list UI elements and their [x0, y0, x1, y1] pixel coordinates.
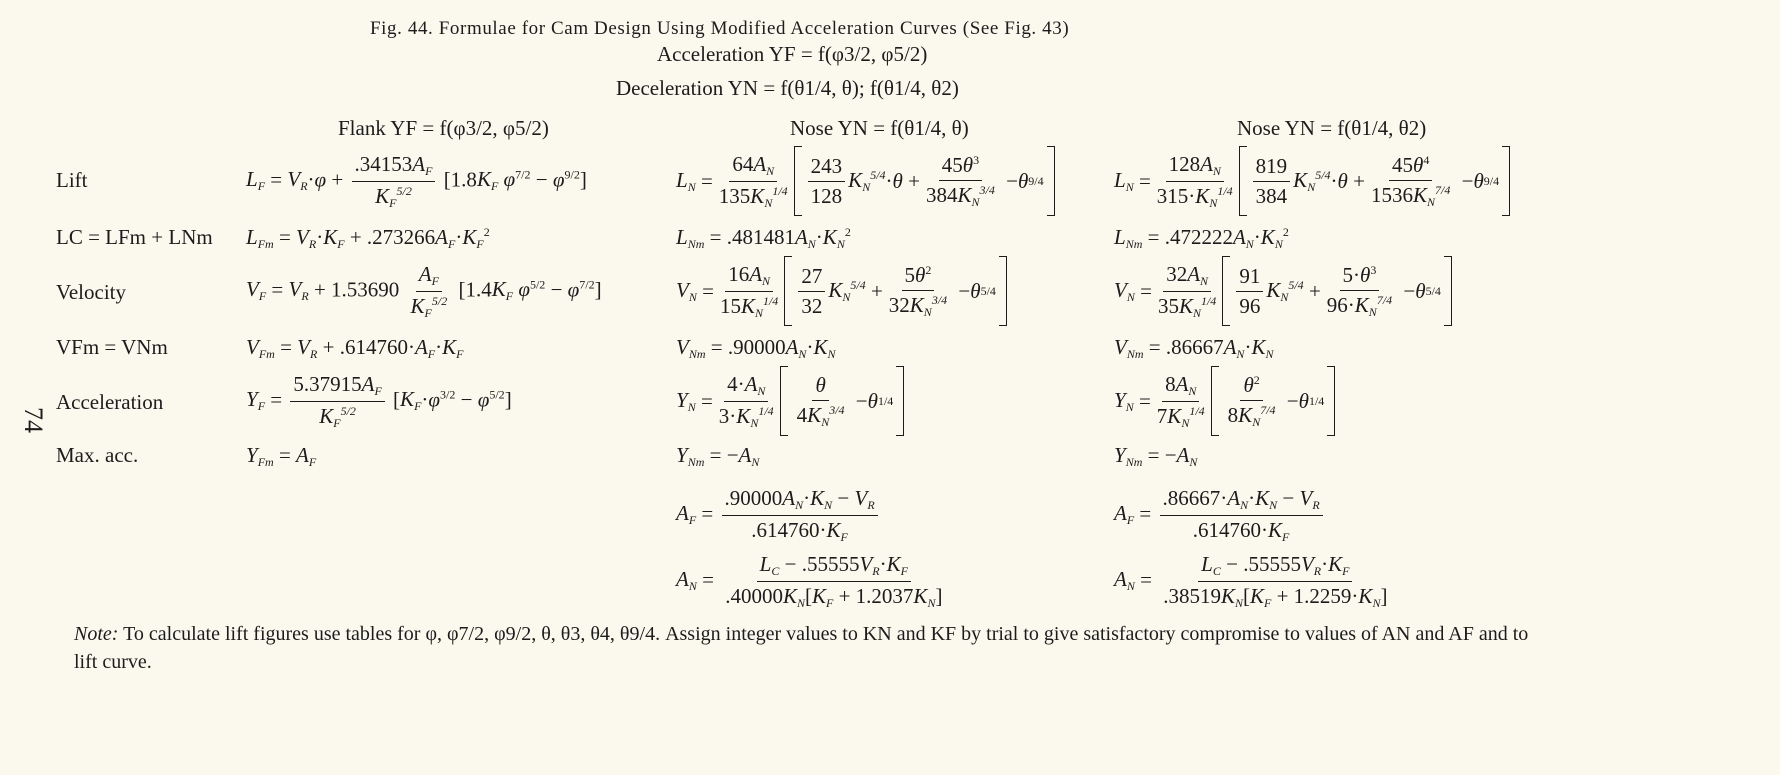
left-bracket: [780, 366, 788, 436]
nose1-lift-formula: $L_N$ = $\frac{64A_N}{135K_N^{1/4}}$ $\frac{243}{128}$ $K_N^{5/4}$ · θ + $\frac{45\theta^3}{384K_N^{3/4}}$ − θ 9/4: [676, 146, 1055, 216]
const: .273266: [366, 225, 436, 249]
row-label-max-acc: Max. acc.: [56, 443, 139, 467]
nose1-af-formula: $A_F$ = $\frac{.90000A_N\cdot K_N - V_R}{.614760\cdot K_F}$: [676, 486, 881, 545]
const: .614760: [339, 335, 408, 359]
left-bracket: [794, 146, 802, 216]
nose1-max-acc-formula: $Y_{Nm} = -A_N$: [676, 443, 760, 469]
flank-lfm-formula: $L_{Fm} = V_R\cdot K_F + .273266A_F\cdot K_F^2$: [246, 225, 490, 251]
const: 27: [798, 264, 825, 292]
const: 15: [719, 293, 741, 318]
const: 243: [808, 154, 846, 182]
row-label-acceleration: Acceleration: [56, 390, 164, 414]
row-label-lift: Lift: [56, 168, 88, 192]
const: 4: [796, 402, 808, 427]
const: 16: [728, 261, 750, 286]
right-bracket: [896, 366, 904, 436]
note-text: To calculate lift figures use tables for φ, φ7/2, φ9/2, θ, θ3, θ4, θ9/4. Assign integer values to KN and KF by trial to give satisfactory compromise to values of AN and AF and to lift curve.: [74, 623, 1529, 673]
left-bracket: [784, 256, 792, 326]
right-bracket: [1047, 146, 1055, 216]
page-number: 74: [19, 407, 48, 433]
nose2-velocity-formula: $V_N$ = $\frac{32A_N}{35K_N^{1/4}}$ $\frac{91}{96}$ $K_N^{5/4}$ + $\frac{5\cdot\theta^3}{96\cdot K_N^{7/4}}$ − θ 5/4: [1114, 256, 1452, 326]
const: 8: [1165, 371, 1176, 396]
nose1-velocity-formula: $V_N$ = $\frac{16A_N}{15K_N^{1/4}}$ $\frac{27}{32}$ $K_N^{5/4}$ + $\frac{5\theta^2}{32K_N^{3/4}}$ − θ 5/4: [676, 256, 1007, 326]
const: 384: [925, 182, 958, 207]
footnote: [74, 620, 1554, 676]
const: 128: [810, 183, 843, 208]
note-label: Note:: [74, 623, 119, 645]
const: 96: [1326, 292, 1348, 317]
const: .90000: [724, 486, 783, 510]
right-bracket: [1502, 146, 1510, 216]
const: 35: [1157, 293, 1179, 318]
acceleration-header: [657, 42, 927, 67]
left-bracket: [1211, 366, 1219, 436]
const: 1536: [1370, 182, 1413, 207]
nose2-vnm-formula: $V_{Nm} = .86667A_N\cdot K_N$: [1114, 335, 1274, 361]
const: .472222: [1164, 225, 1233, 249]
left-bracket: [1239, 146, 1247, 216]
nose2-lift-formula: $L_N$ = $\frac{128A_N}{315\cdot K_N^{1/4}}$ $\frac{819}{384}$ $K_N^{5/4}$ · θ + $\frac{45\theta^4}{1536K_N^{7/4}}$ − θ 9/4: [1114, 146, 1510, 216]
nose2-af-formula: $A_F$ = $\frac{.86667\cdot A_N\cdot K_N - V_R}{.614760\cdot K_F}$: [1114, 486, 1326, 545]
const: 32: [1166, 261, 1188, 286]
const: 64: [732, 151, 754, 176]
const: 5.37915: [293, 372, 362, 396]
const: .55555: [1243, 552, 1301, 576]
row-label-vfm: VFm = VNm: [56, 335, 168, 359]
nose1-acceleration-formula: $Y_N$ = $\frac{4\cdot A_N}{3\cdot K_N^{1/4}}$ $\frac{\theta}{4K_N^{3/4}}$ − θ 1/4: [676, 366, 904, 436]
const: .40000: [725, 584, 783, 608]
deceleration-text: Deceleration YN = f(θ1/4, θ); f(θ1/4, θ2): [616, 76, 959, 100]
figure-title: Fig. 44. Formulae for Cam Design Using Modified Acceleration Curves (See Fig. 43): [370, 18, 1070, 39]
const: .86667: [1162, 486, 1221, 510]
nose1-an-formula: $A_N$ = $\frac{L_C - .55555V_R\cdot K_F}{.40000K_N[K_F + 1.2037K_N]}$: [676, 552, 943, 610]
const: 135: [718, 183, 751, 208]
right-bracket: [1327, 366, 1335, 436]
const: 4: [727, 371, 738, 396]
const: .481481: [726, 225, 795, 249]
const: 1.2037: [855, 584, 914, 608]
const: 315: [1156, 183, 1189, 208]
const: .55555: [801, 552, 860, 576]
const: 128: [1168, 151, 1201, 176]
column-header-flank: Flank YF = f(φ3/2, φ5/2): [338, 116, 549, 140]
flank-velocity-formula: $V_F = V_R + 1.53690$ $\frac{A_F}{K_F^{5/2}}$ [$1.4K_F$ $\varphi^{5/2} - \varphi^{7/2}$]: [246, 262, 602, 320]
acceleration-text: Acceleration YF = f(φ3/2, φ5/2): [657, 42, 928, 66]
nose2-acceleration-formula: $Y_N$ = $\frac{8A_N}{7K_N^{1/4}}$ $\frac{\theta^2}{8K_N^{7/4}}$ − θ 1/4: [1114, 366, 1335, 436]
const: 1.53690: [331, 277, 400, 302]
nose1-lnm-formula: $L_{Nm} = .481481A_N\cdot K_N^2$: [676, 225, 851, 251]
const: 5: [1342, 262, 1354, 287]
right-bracket: [999, 256, 1007, 326]
const: .614760: [751, 518, 820, 542]
flank-vfm-formula: $V_{Fm} = V_R + .614760\cdot A_F\cdot K_F$: [246, 335, 464, 361]
nose2-lnm-formula: $L_{Nm} = .472222A_N\cdot K_N^2$: [1114, 225, 1289, 251]
column-header-nose-2: Nose YN = f(θ1/4, θ2): [1237, 116, 1427, 140]
const: 45: [1391, 152, 1413, 177]
flank-acceleration-formula: $Y_F$ = $\frac{5.37915A_F}{K_F^{5/2}}$ $[K_F\cdot\varphi^{3/2} - \varphi^{5/2}]$: [246, 372, 512, 430]
const: .86667: [1165, 335, 1224, 359]
row-label-lc: LC = LFm + LNm: [56, 225, 213, 249]
const: 32: [801, 293, 823, 318]
column-header-nose-1: Nose YN = f(θ1/4, θ): [790, 116, 969, 140]
nose1-vnm-formula: $V_{Nm} = .90000A_N\cdot K_N$: [676, 335, 836, 361]
deceleration-header: [616, 76, 959, 101]
const: 3: [718, 403, 730, 428]
const: .38519: [1163, 584, 1221, 608]
right-bracket: [1444, 256, 1452, 326]
const: 384: [1255, 183, 1288, 208]
nose2-an-formula: $A_N$ = $\frac{L_C - .55555V_R\cdot K_F}{.38519K_N[K_F + 1.2259\cdot K_N]}$: [1114, 552, 1388, 610]
const: 5: [904, 262, 916, 287]
const: 7: [1156, 403, 1168, 428]
left-bracket: [1222, 256, 1230, 326]
const: 91: [1236, 264, 1263, 292]
row-label-velocity: Velocity: [56, 280, 126, 304]
const: 819: [1253, 154, 1291, 182]
const: 8: [1227, 402, 1239, 427]
const: .34153: [354, 152, 413, 176]
nose2-max-acc-formula: $Y_{Nm} = -A_N$: [1114, 443, 1198, 469]
flank-lift-formula: $L_F = V_R\cdot\varphi$ + $\frac{.34153A_F}{K_F^{5/2}}$ [$1.8K_F$ $\varphi^{7/2} - \varphi^{9/2}$]: [246, 152, 587, 210]
const: .90000: [727, 335, 786, 359]
const: .614760: [1192, 518, 1262, 542]
const: 96: [1239, 293, 1261, 318]
const: 45: [941, 152, 963, 177]
const: 1.2259: [1293, 584, 1352, 608]
const: 32: [888, 292, 910, 317]
flank-max-acc-formula: $Y_{Fm} = A_F$: [246, 443, 317, 469]
